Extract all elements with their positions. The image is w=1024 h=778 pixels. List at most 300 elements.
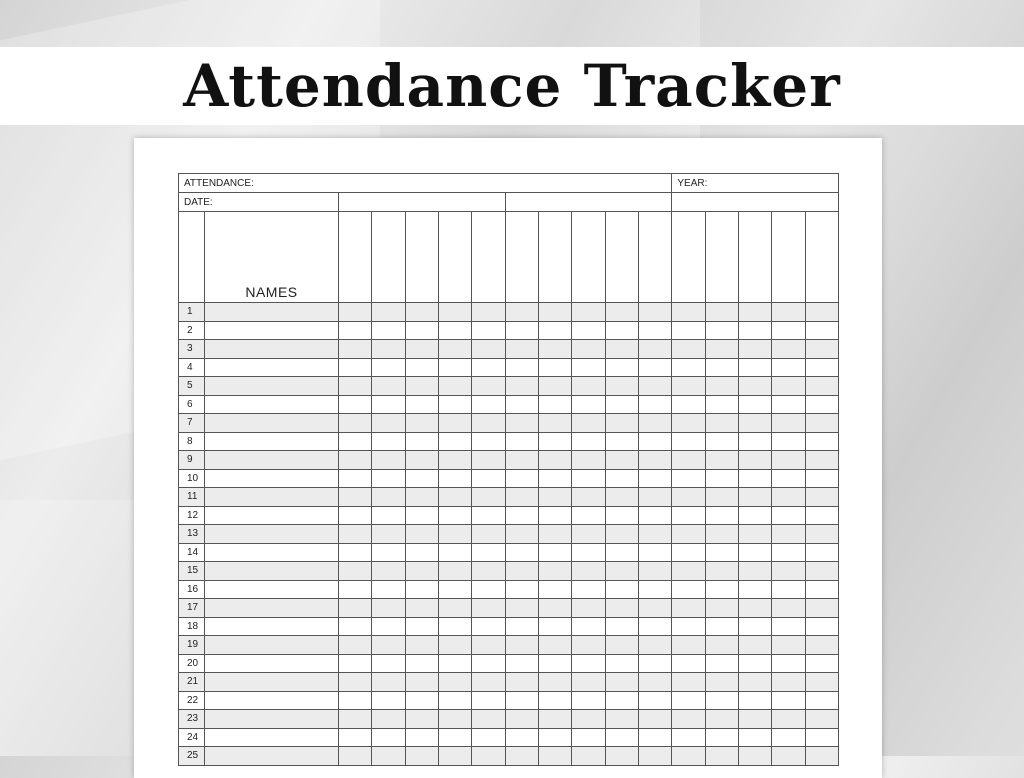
- attendance-cell[interactable]: [739, 673, 772, 692]
- attendance-cell[interactable]: [339, 451, 372, 470]
- attendance-cell[interactable]: [372, 728, 405, 747]
- attendance-cell[interactable]: [505, 321, 538, 340]
- attendance-cell[interactable]: [705, 599, 738, 618]
- attendance-cell[interactable]: [672, 691, 705, 710]
- attendance-cell[interactable]: [505, 617, 538, 636]
- attendance-cell[interactable]: [405, 691, 438, 710]
- attendance-cell[interactable]: [538, 395, 571, 414]
- attendance-cell[interactable]: [505, 451, 538, 470]
- attendance-cell[interactable]: [672, 506, 705, 525]
- attendance-cell[interactable]: [638, 395, 671, 414]
- attendance-cell[interactable]: [372, 673, 405, 692]
- attendance-cell[interactable]: [572, 654, 605, 673]
- attendance-cell[interactable]: [472, 691, 505, 710]
- attendance-cell[interactable]: [438, 451, 471, 470]
- name-cell[interactable]: [205, 488, 339, 507]
- attendance-cell[interactable]: [739, 377, 772, 396]
- attendance-cell[interactable]: [772, 691, 805, 710]
- attendance-cell[interactable]: [772, 525, 805, 544]
- attendance-cell[interactable]: [772, 710, 805, 729]
- attendance-cell[interactable]: [638, 617, 671, 636]
- attendance-cell[interactable]: [638, 691, 671, 710]
- day-header-cell[interactable]: [605, 212, 638, 303]
- attendance-cell[interactable]: [705, 432, 738, 451]
- attendance-cell[interactable]: [505, 691, 538, 710]
- day-header-cell[interactable]: [405, 212, 438, 303]
- name-cell[interactable]: [205, 303, 339, 322]
- attendance-cell[interactable]: [672, 321, 705, 340]
- attendance-cell[interactable]: [538, 710, 571, 729]
- attendance-cell[interactable]: [505, 728, 538, 747]
- attendance-cell[interactable]: [805, 599, 838, 618]
- attendance-cell[interactable]: [538, 543, 571, 562]
- attendance-cell[interactable]: [505, 469, 538, 488]
- attendance-cell[interactable]: [405, 599, 438, 618]
- attendance-cell[interactable]: [339, 599, 372, 618]
- attendance-cell[interactable]: [405, 451, 438, 470]
- attendance-cell[interactable]: [372, 710, 405, 729]
- name-cell[interactable]: [205, 617, 339, 636]
- attendance-cell[interactable]: [438, 673, 471, 692]
- attendance-cell[interactable]: [805, 580, 838, 599]
- attendance-cell[interactable]: [772, 599, 805, 618]
- attendance-cell[interactable]: [805, 414, 838, 433]
- attendance-cell[interactable]: [405, 525, 438, 544]
- attendance-cell[interactable]: [805, 395, 838, 414]
- attendance-cell[interactable]: [605, 358, 638, 377]
- attendance-cell[interactable]: [672, 654, 705, 673]
- attendance-cell[interactable]: [605, 617, 638, 636]
- attendance-cell[interactable]: [572, 617, 605, 636]
- attendance-cell[interactable]: [538, 562, 571, 581]
- attendance-cell[interactable]: [438, 506, 471, 525]
- attendance-cell[interactable]: [372, 617, 405, 636]
- attendance-cell[interactable]: [405, 414, 438, 433]
- attendance-cell[interactable]: [805, 562, 838, 581]
- attendance-cell[interactable]: [572, 710, 605, 729]
- attendance-cell[interactable]: [672, 617, 705, 636]
- name-cell[interactable]: [205, 358, 339, 377]
- attendance-cell[interactable]: [572, 488, 605, 507]
- attendance-cell[interactable]: [805, 377, 838, 396]
- attendance-cell[interactable]: [339, 321, 372, 340]
- attendance-cell[interactable]: [572, 562, 605, 581]
- attendance-cell[interactable]: [638, 728, 671, 747]
- attendance-cell[interactable]: [605, 673, 638, 692]
- attendance-cell[interactable]: [339, 340, 372, 359]
- attendance-cell[interactable]: [405, 377, 438, 396]
- attendance-cell[interactable]: [572, 525, 605, 544]
- attendance-cell[interactable]: [572, 377, 605, 396]
- attendance-cell[interactable]: [572, 395, 605, 414]
- day-header-cell[interactable]: [572, 212, 605, 303]
- attendance-cell[interactable]: [472, 395, 505, 414]
- attendance-cell[interactable]: [672, 469, 705, 488]
- attendance-cell[interactable]: [405, 580, 438, 599]
- attendance-cell[interactable]: [572, 469, 605, 488]
- attendance-cell[interactable]: [705, 395, 738, 414]
- attendance-cell[interactable]: [739, 414, 772, 433]
- attendance-cell[interactable]: [438, 710, 471, 729]
- day-header-cell[interactable]: [538, 212, 571, 303]
- attendance-cell[interactable]: [538, 432, 571, 451]
- attendance-cell[interactable]: [739, 451, 772, 470]
- attendance-cell[interactable]: [538, 617, 571, 636]
- attendance-cell[interactable]: [372, 303, 405, 322]
- attendance-cell[interactable]: [438, 617, 471, 636]
- attendance-cell[interactable]: [705, 673, 738, 692]
- attendance-cell[interactable]: [772, 432, 805, 451]
- attendance-cell[interactable]: [472, 340, 505, 359]
- attendance-cell[interactable]: [638, 525, 671, 544]
- attendance-cell[interactable]: [438, 321, 471, 340]
- attendance-cell[interactable]: [572, 340, 605, 359]
- attendance-cell[interactable]: [372, 562, 405, 581]
- attendance-cell[interactable]: [805, 543, 838, 562]
- attendance-cell[interactable]: [572, 358, 605, 377]
- name-cell[interactable]: [205, 377, 339, 396]
- attendance-cell[interactable]: [372, 543, 405, 562]
- attendance-cell[interactable]: [739, 395, 772, 414]
- attendance-cell[interactable]: [438, 340, 471, 359]
- attendance-cell[interactable]: [438, 691, 471, 710]
- attendance-cell[interactable]: [538, 654, 571, 673]
- attendance-cell[interactable]: [472, 432, 505, 451]
- attendance-cell[interactable]: [472, 617, 505, 636]
- attendance-cell[interactable]: [438, 303, 471, 322]
- attendance-cell[interactable]: [339, 691, 372, 710]
- attendance-cell[interactable]: [505, 506, 538, 525]
- attendance-cell[interactable]: [772, 543, 805, 562]
- attendance-cell[interactable]: [638, 599, 671, 618]
- attendance-cell[interactable]: [739, 636, 772, 655]
- attendance-cell[interactable]: [805, 488, 838, 507]
- attendance-cell[interactable]: [405, 321, 438, 340]
- attendance-cell[interactable]: [538, 451, 571, 470]
- name-cell[interactable]: [205, 673, 339, 692]
- attendance-cell[interactable]: [505, 432, 538, 451]
- attendance-cell[interactable]: [472, 525, 505, 544]
- attendance-cell[interactable]: [772, 673, 805, 692]
- attendance-cell[interactable]: [672, 432, 705, 451]
- attendance-cell[interactable]: [538, 321, 571, 340]
- attendance-cell[interactable]: [638, 580, 671, 599]
- attendance-cell[interactable]: [538, 303, 571, 322]
- name-cell[interactable]: [205, 728, 339, 747]
- attendance-cell[interactable]: [739, 728, 772, 747]
- attendance-cell[interactable]: [339, 562, 372, 581]
- week-1-date-cell[interactable]: [339, 193, 506, 212]
- attendance-cell[interactable]: [805, 340, 838, 359]
- attendance-cell[interactable]: [772, 562, 805, 581]
- attendance-cell[interactable]: [339, 469, 372, 488]
- attendance-cell[interactable]: [538, 728, 571, 747]
- attendance-cell[interactable]: [339, 525, 372, 544]
- attendance-cell[interactable]: [672, 451, 705, 470]
- day-header-cell[interactable]: [472, 212, 505, 303]
- name-cell[interactable]: [205, 340, 339, 359]
- attendance-cell[interactable]: [538, 636, 571, 655]
- attendance-cell[interactable]: [672, 395, 705, 414]
- attendance-cell[interactable]: [805, 469, 838, 488]
- attendance-cell[interactable]: [372, 654, 405, 673]
- attendance-cell[interactable]: [739, 506, 772, 525]
- attendance-cell[interactable]: [672, 636, 705, 655]
- attendance-cell[interactable]: [339, 506, 372, 525]
- attendance-cell[interactable]: [372, 636, 405, 655]
- attendance-cell[interactable]: [772, 377, 805, 396]
- attendance-cell[interactable]: [705, 469, 738, 488]
- attendance-cell[interactable]: [805, 321, 838, 340]
- attendance-cell[interactable]: [438, 469, 471, 488]
- attendance-cell[interactable]: [538, 340, 571, 359]
- attendance-cell[interactable]: [505, 599, 538, 618]
- attendance-cell[interactable]: [705, 728, 738, 747]
- attendance-cell[interactable]: [705, 488, 738, 507]
- attendance-cell[interactable]: [772, 636, 805, 655]
- attendance-cell[interactable]: [339, 673, 372, 692]
- attendance-cell[interactable]: [372, 414, 405, 433]
- attendance-cell[interactable]: [705, 358, 738, 377]
- attendance-cell[interactable]: [405, 710, 438, 729]
- attendance-cell[interactable]: [405, 562, 438, 581]
- attendance-cell[interactable]: [572, 451, 605, 470]
- attendance-cell[interactable]: [405, 303, 438, 322]
- attendance-cell[interactable]: [705, 710, 738, 729]
- attendance-cell[interactable]: [739, 543, 772, 562]
- attendance-cell[interactable]: [672, 414, 705, 433]
- attendance-cell[interactable]: [705, 636, 738, 655]
- attendance-cell[interactable]: [772, 488, 805, 507]
- attendance-cell[interactable]: [472, 469, 505, 488]
- attendance-cell[interactable]: [372, 358, 405, 377]
- attendance-cell[interactable]: [739, 432, 772, 451]
- attendance-cell[interactable]: [438, 358, 471, 377]
- attendance-cell[interactable]: [472, 673, 505, 692]
- attendance-cell[interactable]: [572, 728, 605, 747]
- attendance-cell[interactable]: [638, 673, 671, 692]
- attendance-cell[interactable]: [472, 580, 505, 599]
- attendance-cell[interactable]: [572, 303, 605, 322]
- attendance-cell[interactable]: [672, 303, 705, 322]
- attendance-cell[interactable]: [672, 377, 705, 396]
- attendance-cell[interactable]: [739, 599, 772, 618]
- attendance-cell[interactable]: [705, 321, 738, 340]
- attendance-cell[interactable]: [372, 599, 405, 618]
- attendance-cell[interactable]: [605, 377, 638, 396]
- attendance-cell[interactable]: [705, 414, 738, 433]
- attendance-cell[interactable]: [472, 488, 505, 507]
- name-cell[interactable]: [205, 654, 339, 673]
- attendance-cell[interactable]: [739, 580, 772, 599]
- name-cell[interactable]: [205, 543, 339, 562]
- attendance-cell[interactable]: [672, 488, 705, 507]
- day-header-cell[interactable]: [505, 212, 538, 303]
- attendance-cell[interactable]: [572, 673, 605, 692]
- attendance-cell[interactable]: [638, 321, 671, 340]
- attendance-cell[interactable]: [672, 580, 705, 599]
- name-cell[interactable]: [205, 469, 339, 488]
- attendance-cell[interactable]: [705, 580, 738, 599]
- attendance-cell[interactable]: [405, 506, 438, 525]
- day-header-cell[interactable]: [438, 212, 471, 303]
- attendance-cell[interactable]: [805, 358, 838, 377]
- attendance-cell[interactable]: [472, 358, 505, 377]
- attendance-cell[interactable]: [705, 506, 738, 525]
- attendance-cell[interactable]: [372, 506, 405, 525]
- attendance-cell[interactable]: [405, 469, 438, 488]
- attendance-cell[interactable]: [638, 562, 671, 581]
- attendance-cell[interactable]: [572, 543, 605, 562]
- attendance-cell[interactable]: [438, 636, 471, 655]
- attendance-cell[interactable]: [805, 636, 838, 655]
- attendance-cell[interactable]: [572, 432, 605, 451]
- attendance-cell[interactable]: [739, 691, 772, 710]
- attendance-cell[interactable]: [538, 673, 571, 692]
- attendance-cell[interactable]: [472, 599, 505, 618]
- attendance-cell[interactable]: [372, 377, 405, 396]
- attendance-cell[interactable]: [538, 525, 571, 544]
- year-field[interactable]: [672, 174, 839, 193]
- attendance-cell[interactable]: [438, 654, 471, 673]
- attendance-cell[interactable]: [772, 414, 805, 433]
- attendance-cell[interactable]: [705, 377, 738, 396]
- attendance-cell[interactable]: [505, 525, 538, 544]
- attendance-cell[interactable]: [505, 636, 538, 655]
- attendance-cell[interactable]: [472, 728, 505, 747]
- attendance-cell[interactable]: [339, 303, 372, 322]
- attendance-cell[interactable]: [638, 377, 671, 396]
- attendance-cell[interactable]: [505, 303, 538, 322]
- attendance-cell[interactable]: [405, 636, 438, 655]
- attendance-cell[interactable]: [739, 710, 772, 729]
- attendance-cell[interactable]: [339, 617, 372, 636]
- attendance-cell[interactable]: [705, 691, 738, 710]
- attendance-cell[interactable]: [638, 543, 671, 562]
- attendance-cell[interactable]: [438, 377, 471, 396]
- attendance-cell[interactable]: [805, 710, 838, 729]
- attendance-cell[interactable]: [505, 414, 538, 433]
- attendance-cell[interactable]: [339, 488, 372, 507]
- attendance-cell[interactable]: [505, 488, 538, 507]
- attendance-cell[interactable]: [572, 580, 605, 599]
- attendance-cell[interactable]: [638, 654, 671, 673]
- name-cell[interactable]: [205, 580, 339, 599]
- attendance-cell[interactable]: [438, 488, 471, 507]
- attendance-cell[interactable]: [638, 303, 671, 322]
- attendance-cell[interactable]: [505, 543, 538, 562]
- attendance-cell[interactable]: [372, 451, 405, 470]
- day-header-cell[interactable]: [339, 212, 372, 303]
- attendance-cell[interactable]: [538, 488, 571, 507]
- name-cell[interactable]: [205, 710, 339, 729]
- name-cell[interactable]: [205, 395, 339, 414]
- attendance-cell[interactable]: [772, 469, 805, 488]
- attendance-cell[interactable]: [372, 469, 405, 488]
- attendance-cell[interactable]: [538, 469, 571, 488]
- attendance-cell[interactable]: [772, 395, 805, 414]
- attendance-cell[interactable]: [605, 580, 638, 599]
- attendance-cell[interactable]: [405, 340, 438, 359]
- week-2-date-cell[interactable]: [505, 193, 672, 212]
- name-cell[interactable]: [205, 414, 339, 433]
- attendance-cell[interactable]: [372, 321, 405, 340]
- attendance-cell[interactable]: [505, 395, 538, 414]
- day-header-cell[interactable]: [739, 212, 772, 303]
- attendance-cell[interactable]: [705, 303, 738, 322]
- name-cell[interactable]: [205, 599, 339, 618]
- attendance-cell[interactable]: [472, 303, 505, 322]
- attendance-cell[interactable]: [739, 562, 772, 581]
- attendance-cell[interactable]: [805, 691, 838, 710]
- attendance-cell[interactable]: [339, 395, 372, 414]
- attendance-cell[interactable]: [705, 525, 738, 544]
- name-cell[interactable]: [205, 451, 339, 470]
- attendance-cell[interactable]: [638, 469, 671, 488]
- attendance-cell[interactable]: [372, 525, 405, 544]
- attendance-cell[interactable]: [638, 488, 671, 507]
- day-header-cell[interactable]: [638, 212, 671, 303]
- attendance-cell[interactable]: [672, 710, 705, 729]
- attendance-cell[interactable]: [605, 728, 638, 747]
- attendance-cell[interactable]: [339, 414, 372, 433]
- name-cell[interactable]: [205, 562, 339, 581]
- attendance-cell[interactable]: [405, 488, 438, 507]
- attendance-cell[interactable]: [505, 562, 538, 581]
- attendance-cell[interactable]: [405, 543, 438, 562]
- attendance-cell[interactable]: [605, 691, 638, 710]
- attendance-cell[interactable]: [705, 617, 738, 636]
- attendance-cell[interactable]: [538, 377, 571, 396]
- attendance-cell[interactable]: [772, 340, 805, 359]
- attendance-cell[interactable]: [339, 358, 372, 377]
- attendance-cell[interactable]: [339, 636, 372, 655]
- attendance-cell[interactable]: [339, 580, 372, 599]
- attendance-cell[interactable]: [605, 303, 638, 322]
- attendance-cell[interactable]: [572, 691, 605, 710]
- attendance-cell[interactable]: [372, 580, 405, 599]
- attendance-cell[interactable]: [405, 432, 438, 451]
- attendance-cell[interactable]: [605, 469, 638, 488]
- attendance-cell[interactable]: [772, 321, 805, 340]
- attendance-cell[interactable]: [472, 414, 505, 433]
- attendance-cell[interactable]: [405, 673, 438, 692]
- attendance-cell[interactable]: [638, 432, 671, 451]
- attendance-cell[interactable]: [739, 654, 772, 673]
- attendance-cell[interactable]: [672, 599, 705, 618]
- attendance-cell[interactable]: [739, 340, 772, 359]
- attendance-cell[interactable]: [505, 673, 538, 692]
- attendance-cell[interactable]: [605, 654, 638, 673]
- day-header-cell[interactable]: [672, 212, 705, 303]
- day-header-cell[interactable]: [772, 212, 805, 303]
- attendance-cell[interactable]: [472, 654, 505, 673]
- attendance-cell[interactable]: [672, 728, 705, 747]
- attendance-cell[interactable]: [605, 710, 638, 729]
- attendance-cell[interactable]: [472, 377, 505, 396]
- attendance-cell[interactable]: [438, 599, 471, 618]
- attendance-cell[interactable]: [638, 340, 671, 359]
- attendance-cell[interactable]: [339, 654, 372, 673]
- attendance-cell[interactable]: [805, 728, 838, 747]
- attendance-cell[interactable]: [372, 488, 405, 507]
- attendance-cell[interactable]: [772, 580, 805, 599]
- name-cell[interactable]: [205, 636, 339, 655]
- attendance-cell[interactable]: [438, 395, 471, 414]
- attendance-cell[interactable]: [405, 358, 438, 377]
- attendance-cell[interactable]: [572, 506, 605, 525]
- attendance-cell[interactable]: [705, 562, 738, 581]
